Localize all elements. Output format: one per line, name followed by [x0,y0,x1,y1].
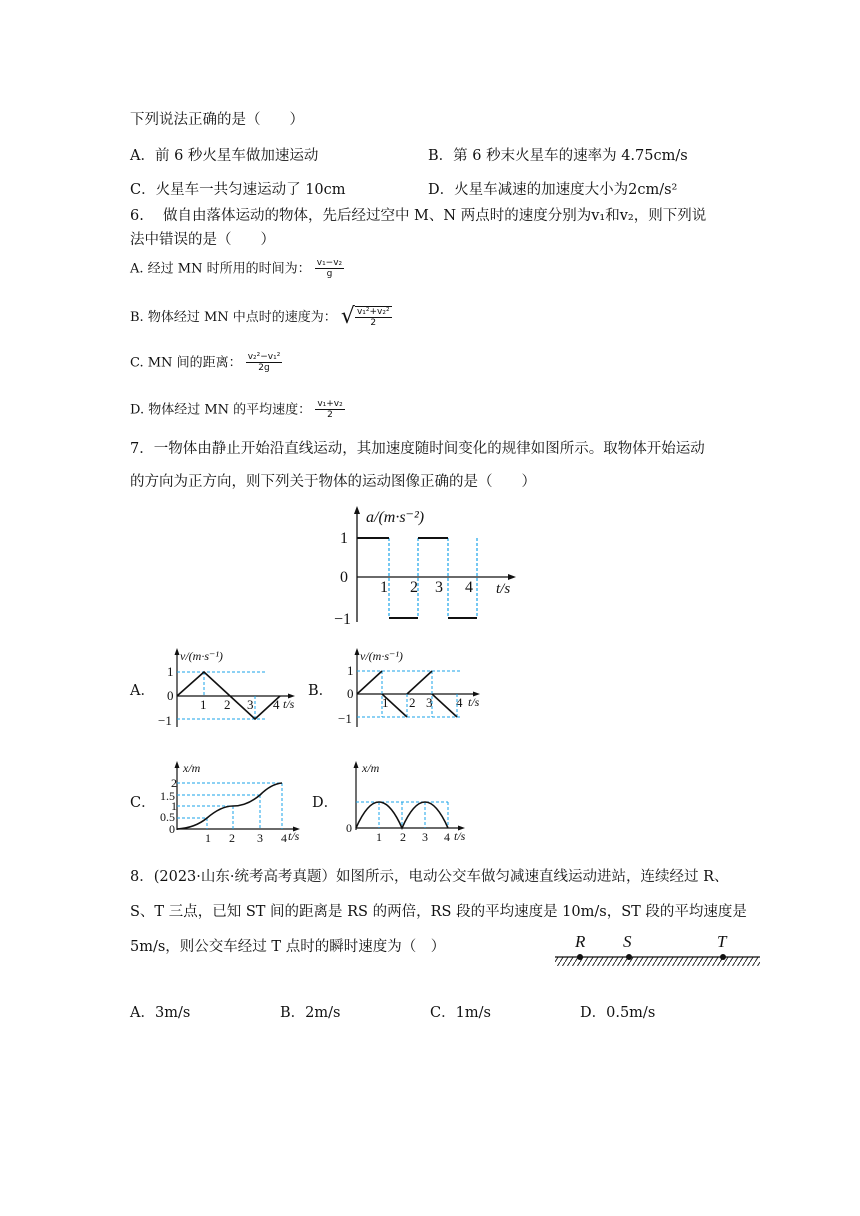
x-tick: 4 [281,831,287,845]
q6-option-b[interactable] [130,306,392,329]
guide-lines [389,538,477,618]
numerator: v₁+v₂ [317,399,343,409]
q5-option-b[interactable]: B．第 6 秒末火星车的速率为 4.75cm/s [428,148,688,164]
q6-option-c[interactable] [130,352,282,374]
q8-option-a[interactable]: A．3m/s [130,1005,191,1021]
point-s [626,954,632,960]
q6-option-d[interactable] [130,399,345,421]
y-tick: 1.5 [160,789,175,803]
x-tick-4: 4 [465,579,473,596]
x-tick: 3 [247,697,254,712]
q7-stem-line2: 的方向为正方向，则下列关于物体的运动图像正确的是（ ） [130,474,536,490]
y-axis-label: x/m [183,761,201,775]
x-tick-2: 2 [410,579,418,596]
q8-option-b[interactable]: B．2m/s [280,1005,341,1021]
y-tick: −1 [338,711,352,726]
numerator: v₁−v₂ [316,258,343,268]
q6-option-b-fraction [355,306,392,329]
y-tick: 0 [167,688,174,703]
x-tick: 1 [382,695,389,710]
denominator: 2 [370,318,377,329]
denominator: g [326,269,333,280]
q7-stem-line1: 7．一物体由静止开始沿直线运动，其加速度随时间变化的规律如图所示。取物体开始运动 [130,441,705,457]
point-r [577,954,583,960]
y-axis-label: v/(m·s⁻¹) [180,649,223,663]
y-axis-label: x/m [362,761,380,775]
x-tick: 2 [400,830,406,844]
q7-option-d-letter[interactable]: D． [312,795,339,811]
y-tick: 0 [346,821,352,835]
q6-option-c-label: C. MN 间的距离： [130,355,242,371]
label-s: S [623,932,632,951]
x-axis-arrow [508,574,516,580]
y-tick: 0 [169,822,175,836]
x-tick: 1 [376,830,382,844]
point-t [720,954,726,960]
q6-option-a-fraction [315,258,344,280]
x-tick-3: 3 [435,579,443,596]
q6-option-d-fraction [315,399,344,421]
y-tick: 2 [171,776,177,790]
q7-option-c-letter[interactable]: C． [130,795,156,811]
y-tick-1: 1 [340,530,348,547]
road-points-diagram [550,930,765,970]
x-axis-label: t/s [454,829,466,843]
denominator: 2g [258,363,270,374]
x-tick-1: 1 [380,579,388,596]
q7-option-b-letter[interactable]: B． [308,683,334,699]
y-tick: −1 [158,713,172,728]
y-axis-arrow [354,506,360,514]
x-axis-label: t/s [288,829,300,843]
road-hatching [555,957,760,966]
q8-stem-line3: 5m/s，则公交车经过 T 点时的瞬时速度为（ ） [130,939,446,955]
q8-option-c[interactable]: C．1m/s [430,1005,491,1021]
q6-option-b-label: B. 物体经过 MN 中点时的速度为： [130,309,337,325]
y-tick: 1 [171,799,177,813]
x-axis-label: t/s [468,695,480,709]
q6-stem-line1: 6. 做自由落体运动的物体，先后经过空中 M、N 两点时的速度分别为v₁和v₂，则下列说 [130,208,707,224]
acceleration-time-graph [320,500,530,630]
y-tick: 1 [347,663,354,678]
y-tick: 0.5 [160,810,175,824]
acceleration-segments [357,538,477,618]
label-t: T [717,932,727,951]
q7-option-c-graph[interactable] [145,758,310,843]
q6-option-a-label: A. 经过 MN 时所用的时间为： [130,261,311,277]
x-tick: 3 [257,831,263,845]
x-tick: 3 [422,830,428,844]
q8-stem-line1: 8．(2023·山东·统考高考真题）如图所示，电动公交车做匀减速直线运动进站，连续经过 R、 [130,869,729,885]
x-tick: 1 [200,697,207,712]
x-tick: 2 [229,831,235,845]
q7-option-a-graph[interactable] [145,645,305,730]
x-tick: 4 [273,697,280,712]
x-tick: 1 [205,831,211,845]
y-tick-0: 0 [340,569,348,586]
q6-option-c-fraction [246,352,283,374]
numerator: v₂²−v₁² [247,352,281,362]
x-tick: 2 [409,695,416,710]
x-tick: 3 [426,695,433,710]
q5-stem: 下列说法正确的是（ ） [130,112,304,128]
q5-option-a[interactable]: A．前 6 秒火星车做加速运动 [130,148,319,164]
q8-option-d[interactable]: D．0.5m/s [580,1005,656,1021]
q7-option-b-graph[interactable] [325,645,490,730]
q5-option-d[interactable]: D．火星车减速的加速度大小为2cm/s² [428,182,678,198]
sqrt-sign: √ [340,304,355,330]
y-tick: 0 [347,686,354,701]
x-tick: 2 [224,697,231,712]
q6-stem-line2: 法中错误的是（ ） [130,232,275,248]
q6-option-a[interactable] [130,258,344,280]
x-tick: 4 [456,695,463,710]
numerator: v₁²+v₂² [356,307,390,317]
q5-option-c[interactable]: C．火星车一共匀速运动了 10cm [130,182,346,198]
label-r: R [575,932,586,951]
y-axis-label: v/(m·s⁻¹) [360,649,403,663]
x-axis-label: t/s [496,581,511,597]
q7-option-d-graph[interactable] [330,758,480,843]
y-axis-label: a/(m·s⁻²) [366,509,425,526]
q8-stem-line2: S、T 三点，已知 ST 间的距离是 RS 的两倍，RS 段的平均速度是 10m/s，ST 段的平均速度是 [130,904,747,920]
y-tick-neg1: −1 [334,611,352,628]
q7-option-a-letter[interactable]: A． [130,683,155,699]
x-axis-label: t/s [283,697,295,711]
x-tick: 4 [444,830,450,844]
denominator: 2 [327,410,333,421]
y-tick: 1 [167,664,174,679]
q6-option-d-label: D. 物体经过 MN 的平均速度： [130,402,312,418]
